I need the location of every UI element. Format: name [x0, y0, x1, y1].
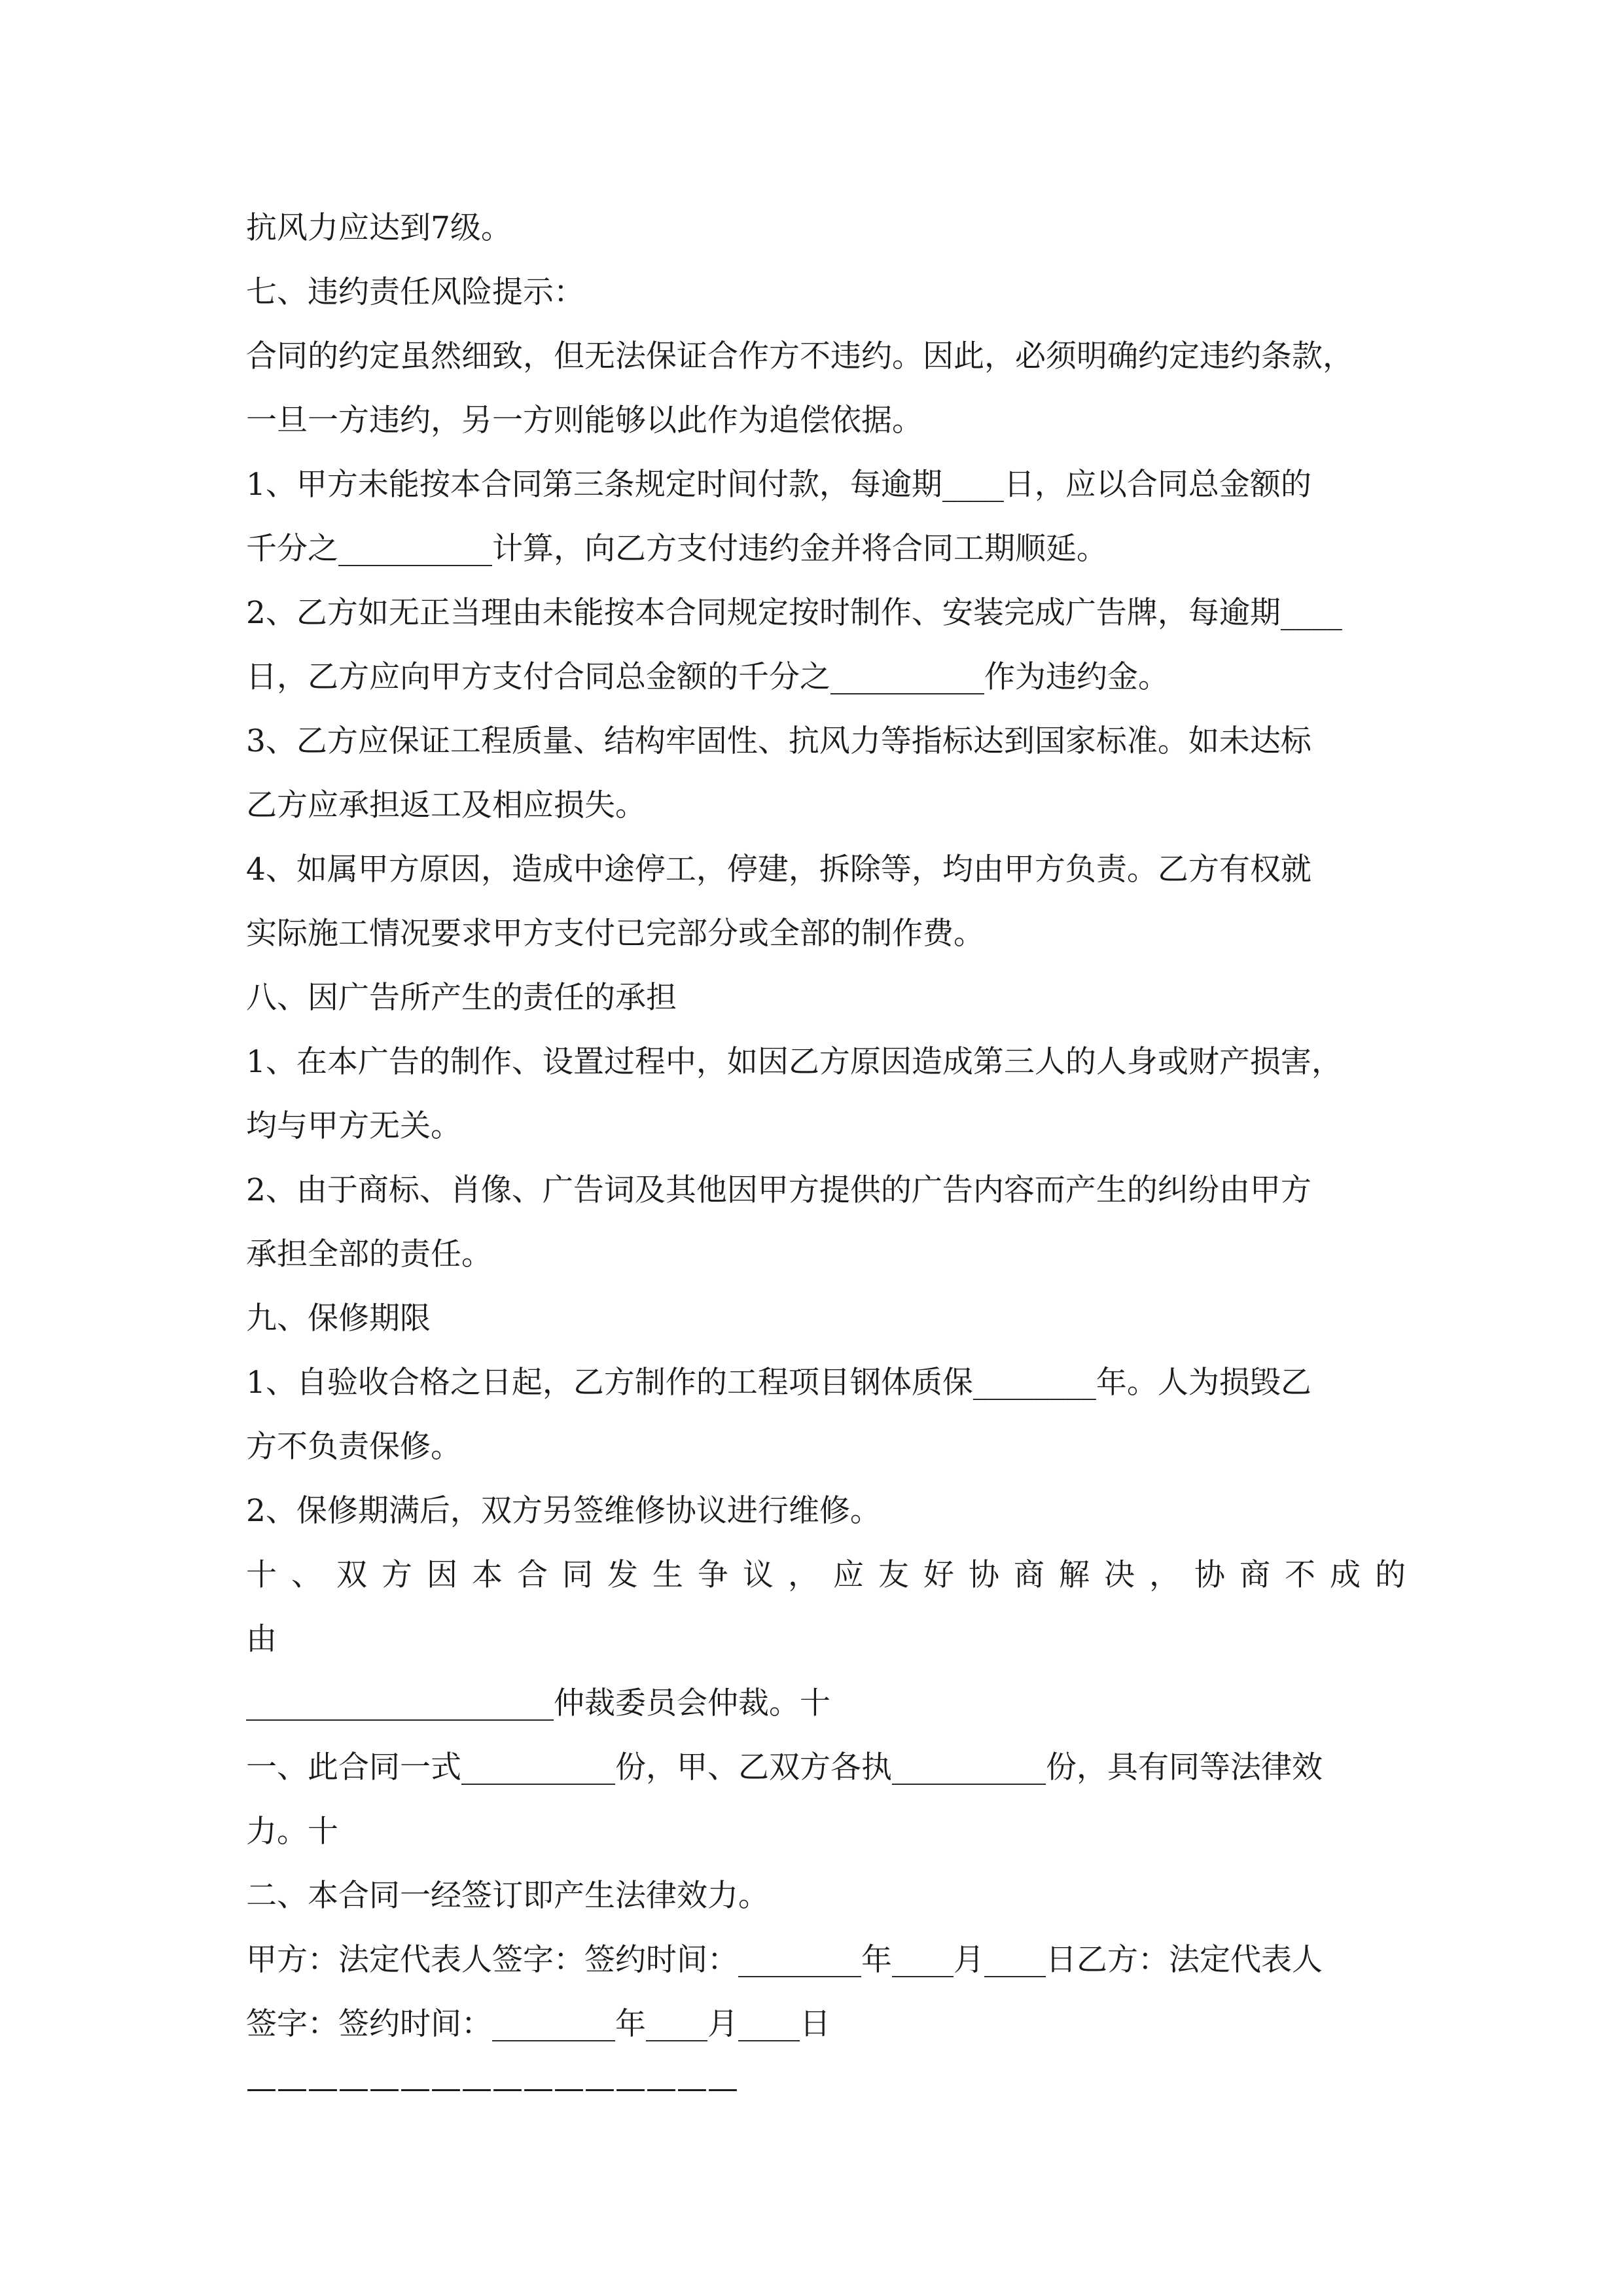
text-line: 力。十 — [246, 1814, 338, 1850]
text-line: 2、保修期满后，双方另签维修协议进行维修。 — [246, 1493, 881, 1529]
signature-line: 签字：签约时间：________年____月____日 — [246, 2006, 830, 2042]
text-line: 4、如属甲方原因，造成中途停工，停建，拆除等，均由甲方负责。乙方有权就 — [246, 852, 1311, 888]
text-line: 方不负责保修。 — [246, 1429, 461, 1465]
text-line: 1、甲方未能按本合同第三条规定时间付款，每逾期____日，应以合同总金额的 — [246, 467, 1311, 503]
text-line: 1、在本广告的制作、设置过程中，如因乙方原因造成第三人的人身或财产损害， — [246, 1044, 1342, 1080]
text-line: 乙方应承担返工及相应损失。 — [246, 787, 646, 823]
text-line: 一、此合同一式__________份，甲、乙双方各执__________份，具有同等法律效 — [246, 1749, 1323, 1785]
text-line: 抗风力应达到7级。 — [246, 210, 512, 246]
section-heading: 七、违约责任风险提示： — [246, 274, 584, 310]
text-line: ____________________仲裁委员会仲裁。十 — [246, 1685, 830, 1721]
text-line: 1、自验收合格之日起，乙方制作的工程项目钢体质保________年。人为损毁乙 — [246, 1365, 1311, 1401]
text-line: 日，乙方应向甲方支付合同总金额的千分之__________作为违约金。 — [246, 659, 1169, 695]
closing-rule: ———————————————— — [246, 2070, 738, 2106]
section-heading: 九、保修期限 — [246, 1300, 431, 1336]
text-line: 实际施工情况要求甲方支付已完部分或全部的制作费。 — [246, 916, 984, 952]
text-line: 承担全部的责任。 — [246, 1236, 492, 1272]
text-line: 2、乙方如无正当理由未能按本合同规定按时制作、安装完成广告牌，每逾期____ — [246, 595, 1342, 631]
section-heading: 八、因广告所产生的责任的承担 — [246, 980, 677, 1016]
text-line: 一旦一方违约，另一方则能够以此作为追偿依据。 — [246, 403, 923, 439]
text-line: 均与甲方无关。 — [246, 1108, 461, 1144]
text-line: 2、由于商标、肖像、广告词及其他因甲方提供的广告内容而产生的纠纷由甲方 — [246, 1172, 1311, 1208]
text-line: 3、乙方应保证工程质量、结构牢固性、抗风力等指标达到国家标准。如未达标 — [246, 723, 1311, 759]
text-line: 千分之__________计算，向乙方支付违约金并将合同工期顺延。 — [246, 531, 1107, 567]
signature-line: 甲方：法定代表人签字：签约时间：________年____月____日乙方：法定代表人 — [246, 1942, 1323, 1978]
document-body — [246, 196, 1424, 2121]
text-line: 合同的约定虽然细致，但无法保证合作方不违约。因此，必须明确约定违约条款， — [246, 338, 1353, 374]
section-heading: 十、双方因本合同发生争议，应友好协商解决，协商不成的由 — [246, 1557, 1420, 1657]
text-line: 二、本合同一经签订即产生法律效力。 — [246, 1878, 769, 1914]
